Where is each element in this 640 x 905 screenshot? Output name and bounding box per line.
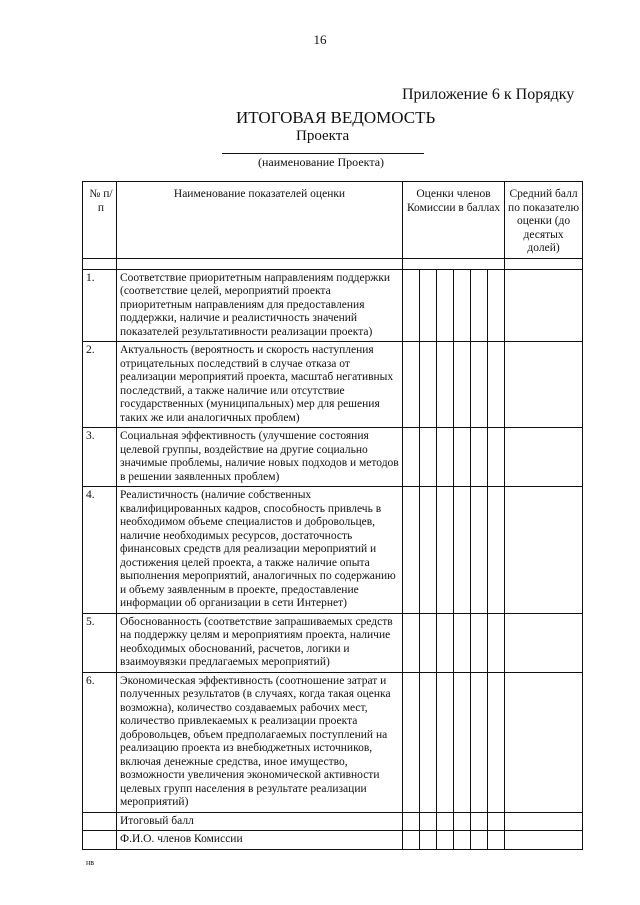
grade-cell[interactable] bbox=[488, 342, 505, 428]
grade-cell[interactable] bbox=[471, 613, 488, 672]
grade-cell[interactable] bbox=[437, 269, 454, 342]
grade-cell[interactable] bbox=[471, 672, 488, 812]
grade-cell[interactable] bbox=[471, 487, 488, 614]
grade-cell[interactable] bbox=[454, 672, 471, 812]
members-label: Ф.И.О. членов Комиссии bbox=[117, 831, 403, 850]
table-row bbox=[83, 672, 583, 812]
grade-cell[interactable] bbox=[403, 269, 420, 342]
grade-cell[interactable] bbox=[403, 428, 420, 487]
row-number: 1. bbox=[83, 269, 117, 342]
average-cell[interactable] bbox=[505, 831, 583, 850]
criteria-rows bbox=[83, 269, 583, 812]
grade-cell[interactable] bbox=[403, 613, 420, 672]
project-name-caption: (наименование Проекта) bbox=[258, 155, 385, 169]
grade-cell[interactable] bbox=[488, 613, 505, 672]
members-row bbox=[83, 831, 583, 850]
grade-cell[interactable] bbox=[420, 672, 437, 812]
grade-cell[interactable] bbox=[454, 428, 471, 487]
grade-cell[interactable] bbox=[454, 487, 471, 614]
row-number: 5. bbox=[83, 613, 117, 672]
grade-cell[interactable] bbox=[437, 812, 454, 831]
average-cell[interactable] bbox=[505, 428, 583, 487]
grade-cell[interactable] bbox=[488, 487, 505, 614]
criterion-text: Обоснованность (соответствие запрашиваемых средств на поддержку целям и мероприятиям проекта, наличие необходимых обоснований, расчетов, логики и взаимоувязки предлагаемых мероприятий) bbox=[117, 613, 403, 672]
grade-cell[interactable] bbox=[403, 487, 420, 614]
grade-cell[interactable] bbox=[437, 613, 454, 672]
grade-cell[interactable] bbox=[488, 428, 505, 487]
average-cell[interactable] bbox=[505, 269, 583, 342]
table-header-row bbox=[83, 182, 583, 259]
grade-cell[interactable] bbox=[488, 812, 505, 831]
criterion-text: Социальная эффективность (улучшение состояния целевой группы, воздействие на другие социально значимые проблемы, наличие новых подходов и методов в решении заявленных проблем) bbox=[117, 428, 403, 487]
table-row bbox=[83, 428, 583, 487]
grade-cell[interactable] bbox=[420, 831, 437, 850]
row-number: 4. bbox=[83, 487, 117, 614]
evaluation-table bbox=[82, 181, 583, 850]
grade-cell[interactable] bbox=[420, 269, 437, 342]
grade-cell[interactable] bbox=[488, 269, 505, 342]
grade-cell[interactable] bbox=[437, 672, 454, 812]
criterion-text: Актуальность (вероятность и скорость наступления отрицательных последствий в случае отказа от реализации мероприятий проекта, масштаб негативных последствий, а также наличие или отсутствие государственных (муниципальных) мер для решения таких же или аналогичных проблем) bbox=[117, 342, 403, 428]
grade-cell[interactable] bbox=[420, 487, 437, 614]
grade-cell[interactable] bbox=[471, 831, 488, 850]
criterion-text: Экономическая эффективность (соотношение затрат и полученных результатов (в случаях, когда такая оценка возможна), количество создаваемых рабочих мест, количество привлекаемых к реализации проекта добровольцев, объем предполагаемых поступлений на реализацию проекта из внебюджетных источников, включая денежные средства, иное имущество, возможности увеличения экономической активности целевых групп населения в результате реализации мероприятий) bbox=[117, 672, 403, 812]
grade-cell[interactable] bbox=[454, 613, 471, 672]
average-cell[interactable] bbox=[505, 613, 583, 672]
average-cell[interactable] bbox=[505, 672, 583, 812]
document-subtitle: Проекта bbox=[296, 128, 350, 144]
average-cell[interactable] bbox=[505, 487, 583, 614]
header-average: Средний балл по показателю оценки (до десятых долей) bbox=[505, 182, 583, 259]
grade-cell[interactable] bbox=[471, 269, 488, 342]
grade-cell[interactable] bbox=[471, 812, 488, 831]
criterion-text: Соответствие приоритетным направлениям поддержки (соответствие целей, мероприятий проекта приоритетным направлениям для предоставления поддержки, наличие и реалистичность значений показателей результативности реализации проекта) bbox=[117, 269, 403, 342]
grade-cell[interactable] bbox=[437, 342, 454, 428]
grade-cell[interactable] bbox=[420, 812, 437, 831]
grade-cell[interactable] bbox=[403, 672, 420, 812]
grade-cell[interactable] bbox=[437, 487, 454, 614]
criterion-text: Реалистичность (наличие собственных квалифицированных кадров, способность привлечь в необходимом объеме специалистов и добровольцев, наличие необходимых ресурсов, достаточность финансовых средств для реализации мероприятий и достижения целей проекта, а также наличие опыта выполнения мероприятий, аналогичных по содержанию и объему заявленным в проекте, предоставление информации об организации в сети Интернет) bbox=[117, 487, 403, 614]
grade-cell[interactable] bbox=[403, 812, 420, 831]
table-row bbox=[83, 487, 583, 614]
row-number: 2. bbox=[83, 342, 117, 428]
grade-cell[interactable] bbox=[437, 428, 454, 487]
grade-cell[interactable] bbox=[420, 342, 437, 428]
grade-cell[interactable] bbox=[403, 831, 420, 850]
grade-cell[interactable] bbox=[454, 269, 471, 342]
grade-cell[interactable] bbox=[454, 342, 471, 428]
average-cell[interactable] bbox=[505, 342, 583, 428]
grade-cell[interactable] bbox=[420, 428, 437, 487]
project-name-line bbox=[222, 153, 424, 154]
grade-cell[interactable] bbox=[488, 672, 505, 812]
header-grades: Оценки членов Комиссии в баллах bbox=[403, 182, 505, 259]
total-label: Итоговый балл bbox=[117, 812, 403, 831]
row-number: 3. bbox=[83, 428, 117, 487]
total-row bbox=[83, 812, 583, 831]
header-spacer-row bbox=[83, 258, 583, 269]
grade-cell[interactable] bbox=[454, 831, 471, 850]
table-row bbox=[83, 342, 583, 428]
header-num: № п/п bbox=[83, 182, 117, 259]
header-criteria: Наименование показателей оценки bbox=[117, 182, 403, 259]
grade-cell[interactable] bbox=[488, 831, 505, 850]
grade-cell[interactable] bbox=[471, 342, 488, 428]
grade-cell[interactable] bbox=[420, 613, 437, 672]
grade-cell[interactable] bbox=[454, 812, 471, 831]
appendix-label: Приложение 6 к Порядку bbox=[402, 86, 575, 103]
footer-mark: нв bbox=[86, 858, 95, 867]
grade-cell[interactable] bbox=[403, 342, 420, 428]
average-cell[interactable] bbox=[505, 812, 583, 831]
row-number: 6. bbox=[83, 672, 117, 812]
grade-cell[interactable] bbox=[437, 831, 454, 850]
page-number: 16 bbox=[313, 32, 327, 47]
grade-cell[interactable] bbox=[471, 428, 488, 487]
table-row bbox=[83, 269, 583, 342]
table-row bbox=[83, 613, 583, 672]
document-title: ИТОГОВАЯ ВЕДОМОСТЬ bbox=[236, 108, 436, 127]
